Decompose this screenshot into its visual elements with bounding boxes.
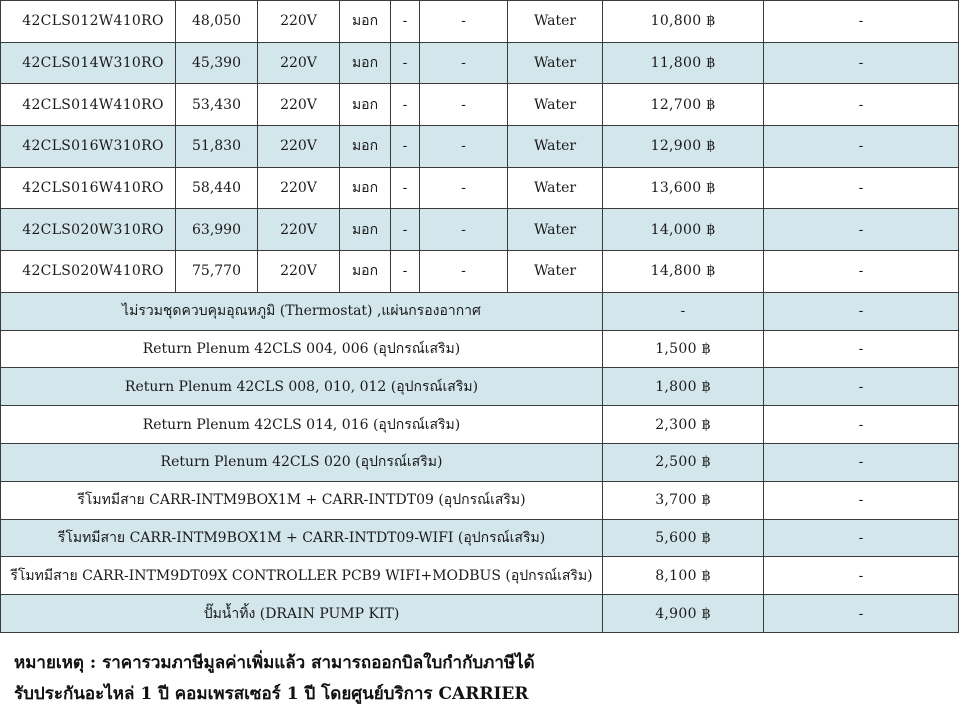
- table-row: [1, 519, 959, 557]
- table-row: [1, 84, 959, 126]
- note-cell: -: [764, 251, 959, 293]
- capacity-cell: 58,440: [176, 167, 258, 209]
- voltage-cell: 220V: [258, 84, 340, 126]
- standard-cell: มอก: [340, 167, 391, 209]
- accessory-description: Return Plenum 42CLS 004, 006 (อุปกรณ์เสริม): [1, 330, 603, 368]
- table-row: [1, 251, 959, 293]
- type-cell: Water: [508, 209, 603, 251]
- type-cell: Water: [508, 126, 603, 168]
- price-table-body: [1, 1, 959, 633]
- table-row: [1, 209, 959, 251]
- note-cell: -: [764, 519, 959, 557]
- dash-cell: -: [391, 1, 420, 43]
- price-cell: 10,800 ฿: [603, 1, 764, 43]
- capacity-cell: 75,770: [176, 251, 258, 293]
- table-row: [1, 167, 959, 209]
- price-cell: 4,900 ฿: [603, 595, 764, 633]
- note-cell: -: [764, 292, 959, 330]
- note-cell: -: [764, 444, 959, 482]
- table-row: [1, 368, 959, 406]
- capacity-cell: 53,430: [176, 84, 258, 126]
- price-cell: 12,700 ฿: [603, 84, 764, 126]
- accessory-description: ไม่รวมชุดควบคุมอุณหภูมิ (Thermostat) ,แผ่นกรองอากาศ: [1, 292, 603, 330]
- voltage-cell: 220V: [258, 167, 340, 209]
- standard-cell: มอก: [340, 84, 391, 126]
- dash-cell: -: [420, 251, 508, 293]
- price-cell: 2,500 ฿: [603, 444, 764, 482]
- model-cell: 42CLS020W410RO: [1, 251, 176, 293]
- price-cell: 1,800 ฿: [603, 368, 764, 406]
- standard-cell: มอก: [340, 126, 391, 168]
- voltage-cell: 220V: [258, 209, 340, 251]
- dash-cell: -: [420, 126, 508, 168]
- note-cell: -: [764, 126, 959, 168]
- accessory-description: รีโมทมีสาย CARR-INTM9BOX1M + CARR-INTDT09 (อุปกรณ์เสริม): [1, 481, 603, 519]
- note-cell: -: [764, 368, 959, 406]
- type-cell: Water: [508, 1, 603, 43]
- model-cell: 42CLS014W410RO: [1, 84, 176, 126]
- notes-section: [14, 648, 535, 710]
- price-cell: 14,000 ฿: [603, 209, 764, 251]
- standard-cell: มอก: [340, 42, 391, 84]
- dash-cell: -: [391, 251, 420, 293]
- note-cell: -: [764, 481, 959, 519]
- price-cell: 1,500 ฿: [603, 330, 764, 368]
- capacity-cell: 63,990: [176, 209, 258, 251]
- note-cell: -: [764, 595, 959, 633]
- table-row: [1, 481, 959, 519]
- note-cell: -: [764, 406, 959, 444]
- table-row: [1, 557, 959, 595]
- table-row: [1, 595, 959, 633]
- accessory-description: ปั๊มน้ำทิ้ง (DRAIN PUMP KIT): [1, 595, 603, 633]
- dash-cell: -: [391, 126, 420, 168]
- standard-cell: มอก: [340, 1, 391, 43]
- table-row: [1, 1, 959, 43]
- voltage-cell: 220V: [258, 42, 340, 84]
- accessory-description: รีโมทมีสาย CARR-INTM9BOX1M + CARR-INTDT09-WIFI (อุปกรณ์เสริม): [1, 519, 603, 557]
- model-cell: 42CLS016W310RO: [1, 126, 176, 168]
- note-cell: -: [764, 42, 959, 84]
- note-cell: -: [764, 557, 959, 595]
- dash-cell: -: [420, 1, 508, 43]
- price-cell: 2,300 ฿: [603, 406, 764, 444]
- voltage-cell: 220V: [258, 1, 340, 43]
- price-cell: 3,700 ฿: [603, 481, 764, 519]
- price-cell: 12,900 ฿: [603, 126, 764, 168]
- note-warranty: รับประกันอะไหล่ 1 ปี คอมเพรสเซอร์ 1 ปี โดยศูนย์บริการ CARRIER: [14, 684, 529, 704]
- note-cell: -: [764, 209, 959, 251]
- price-cell: 13,600 ฿: [603, 167, 764, 209]
- capacity-cell: 48,050: [176, 1, 258, 43]
- dash-cell: -: [391, 84, 420, 126]
- capacity-cell: 51,830: [176, 126, 258, 168]
- accessory-description: Return Plenum 42CLS 014, 016 (อุปกรณ์เสริม): [1, 406, 603, 444]
- accessory-description: Return Plenum 42CLS 008, 010, 012 (อุปกรณ์เสริม): [1, 368, 603, 406]
- table-row: [1, 126, 959, 168]
- model-cell: 42CLS016W410RO: [1, 167, 176, 209]
- type-cell: Water: [508, 167, 603, 209]
- note-cell: -: [764, 167, 959, 209]
- voltage-cell: 220V: [258, 126, 340, 168]
- dash-cell: -: [420, 42, 508, 84]
- price-cell: 5,600 ฿: [603, 519, 764, 557]
- dash-cell: -: [420, 209, 508, 251]
- price-cell: 8,100 ฿: [603, 557, 764, 595]
- table-row: [1, 330, 959, 368]
- accessory-description: รีโมทมีสาย CARR-INTM9DT09X CONTROLLER PCB9 WIFI+MODBUS (อุปกรณ์เสริม): [1, 557, 603, 595]
- price-cell: 11,800 ฿: [603, 42, 764, 84]
- type-cell: Water: [508, 251, 603, 293]
- capacity-cell: 45,390: [176, 42, 258, 84]
- note-cell: -: [764, 1, 959, 43]
- dash-cell: -: [391, 42, 420, 84]
- dash-cell: -: [391, 167, 420, 209]
- standard-cell: มอก: [340, 251, 391, 293]
- type-cell: Water: [508, 84, 603, 126]
- dash-cell: -: [391, 209, 420, 251]
- model-cell: 42CLS012W410RO: [1, 1, 176, 43]
- note-cell: -: [764, 330, 959, 368]
- dash-cell: -: [420, 84, 508, 126]
- dash-cell: -: [420, 167, 508, 209]
- voltage-cell: 220V: [258, 251, 340, 293]
- table-row: [1, 42, 959, 84]
- price-cell: 14,800 ฿: [603, 251, 764, 293]
- table-row: [1, 292, 959, 330]
- note-vat: หมายเหตุ : ราคารวมภาษีมูลค่าเพิ่มแล้ว สามารถออกบิลใบกำกับภาษีได้: [14, 653, 535, 673]
- table-row: [1, 406, 959, 444]
- accessory-description: Return Plenum 42CLS 020 (อุปกรณ์เสริม): [1, 444, 603, 482]
- type-cell: Water: [508, 42, 603, 84]
- note-cell: -: [764, 84, 959, 126]
- price-cell: -: [603, 292, 764, 330]
- table-row: [1, 444, 959, 482]
- model-cell: 42CLS020W310RO: [1, 209, 176, 251]
- standard-cell: มอก: [340, 209, 391, 251]
- model-cell: 42CLS014W310RO: [1, 42, 176, 84]
